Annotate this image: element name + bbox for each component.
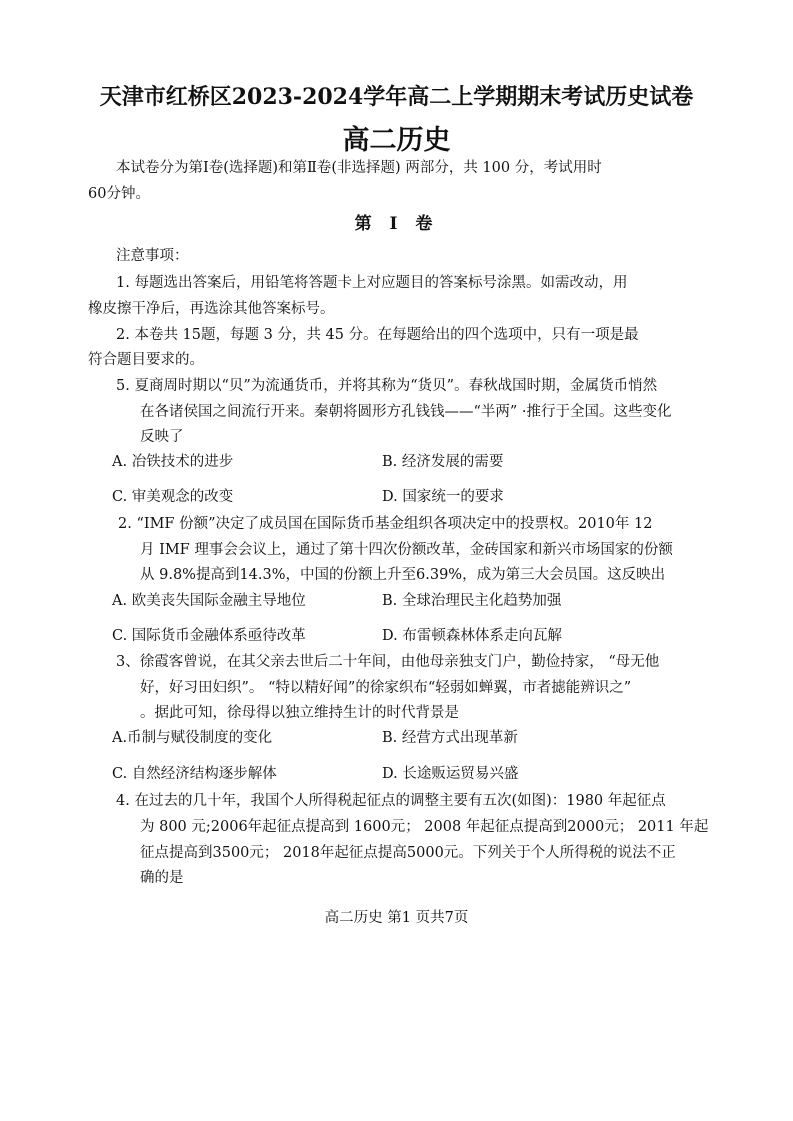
option-c: C. 自然经济结构逐步解体 xyxy=(112,766,277,782)
option-c: C. 国际货币金融体系亟待改革 xyxy=(112,628,306,644)
intro-line-2: 60分钟。 xyxy=(88,186,150,202)
option-b: B. 经营方式出现革新 xyxy=(382,730,518,746)
option-a: A. 冶铁技术的进步 xyxy=(112,454,234,470)
question-line: 为 800 元;2006年起征点提高到 1600元； 2008 年起征点提高到2000元； 2011 年起 xyxy=(140,819,709,835)
question-line: 好，好习田妇织”。 “特以精好闻”的徐家织布“轻弱如蝉翼，市者摅能辨识之” xyxy=(140,680,632,696)
option-a: A. 欧美丧失国际金融主导地位 xyxy=(112,593,306,609)
note-2-line-2: 符合题目要求的。 xyxy=(88,352,204,368)
option-b: B. 全球治理民主化趋势加强 xyxy=(382,593,562,609)
note-1-line-1: 1. 每题选出答案后，用铅笔将答题卡上对应题目的答案标号涂黑。如需改动，用 xyxy=(116,275,628,291)
option-c: C. 审美观念的改变 xyxy=(112,489,234,505)
question-line: 从 9.8%提高到14.3%，中国的份额上升至6.39%，成为第三大会员国。这反映出 xyxy=(140,567,666,583)
notes-heading: 注意事项： xyxy=(116,248,189,264)
note-1-line-2: 橡皮擦干净后，再选涂其他答案标号。 xyxy=(88,301,335,317)
note-2-line-1: 2. 本卷共 15题，每题 3 分，共 45 分。在每题给出的四个选项中，只有一项是最 xyxy=(116,327,639,343)
exam-title: 天津市红桥区2023-2024学年高二上学期期末考试历史试卷 xyxy=(99,84,694,110)
question-line: 5. 夏商周时期以“贝”为流通货币，并将其称为“货贝”。春秋战国时期，金属货币悄然 xyxy=(116,378,658,394)
option-d: D. 长途贩运贸易兴盛 xyxy=(382,766,519,782)
option-b: B. 经济发展的需要 xyxy=(382,454,504,470)
question-line: 月 IMF 理事会会议上，通过了第十四次份额改革，金砖国家和新兴市场国家的份额 xyxy=(140,542,673,558)
question-line: 征点提高到3500元； 2018年起征点提高5000元。下列关于个人所得税的说法不正 xyxy=(140,845,676,861)
question-line: 确的是 xyxy=(140,870,184,886)
section-title: 第 Ⅰ 卷 xyxy=(354,214,439,234)
exam-subtitle: 高二历史 xyxy=(342,125,451,156)
page-footer: 高二历史 第1 页共7页 xyxy=(324,910,469,926)
intro-line-1: 本试卷分为第Ⅰ卷(选择题)和第Ⅱ卷(非选择题) 两部分，共 100 分，考试用时 xyxy=(116,160,602,176)
question-line: 反映了 xyxy=(140,429,184,445)
question-line: 2. “IMF 份额”决定了成员国在国际货币基金组织各项决定中的投票权。2010年 12 xyxy=(118,516,653,532)
question-line: 。据此可知，徐母得以独立维持生计的时代背景是 xyxy=(140,705,459,721)
option-d: D. 布雷顿森林体系走向瓦解 xyxy=(382,628,562,644)
option-a: A.币制与赋役制度的变化 xyxy=(112,730,273,746)
question-line: 在各诸侯国之间流行开来。秦朝将圆形方孔钱钱——“半两” ·推行于全国。这些变化 xyxy=(140,404,672,420)
option-d: D. 国家统一的要求 xyxy=(382,489,504,505)
question-line: 3、徐霞客曾说，在其父亲去世后二十年间，由他母亲独支门户，勤俭持家， “母无他 xyxy=(116,654,660,670)
question-line: 4. 在过去的几十年，我国个人所得税起征点的调整主要有五次(如图)：1980 年起征点 xyxy=(116,793,666,809)
